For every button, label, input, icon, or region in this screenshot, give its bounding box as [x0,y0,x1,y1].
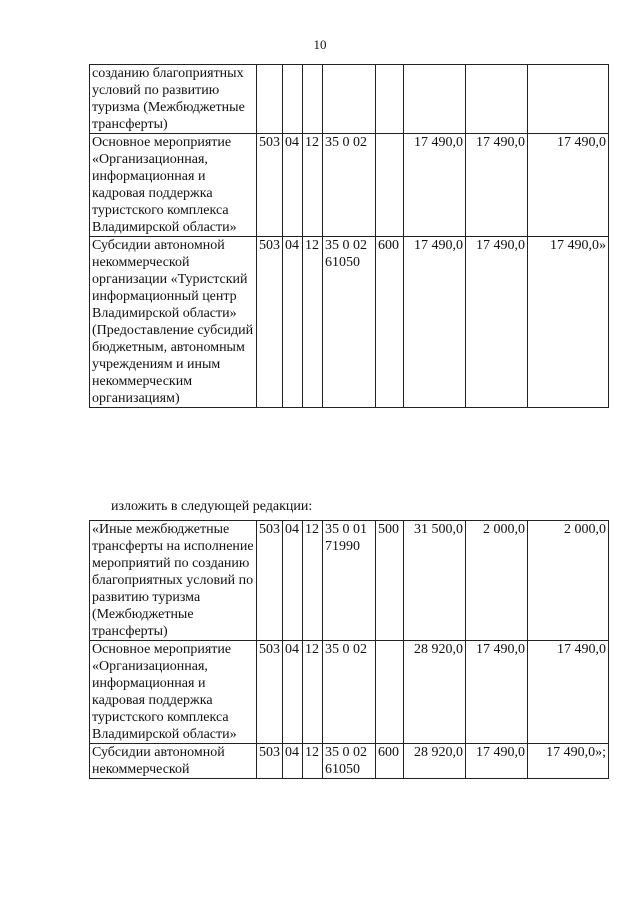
table-row [90,134,609,237]
cell-section-code: 04 [283,744,303,779]
cell-section-code: 04 [283,237,303,408]
cell-expense-type: 500 [376,521,404,641]
cell-target-item [323,65,376,134]
amendment-instruction: изложить в следующей редакции: [111,499,313,514]
cell-amount-3: 17 490,0» [528,237,609,408]
cell-target-item: 35 0 02 [323,134,376,237]
cell-subsection-code: 12 [303,237,323,408]
cell-subsection-code: 12 [303,641,323,744]
cell-amount-3: 17 490,0 [528,641,609,744]
cell-target-item: 35 0 01 71990 [323,521,376,641]
row-name: созданию благоприятных условий по развитию туризма (Межбюджетные трансферты) [90,65,257,134]
cell-amount-2 [466,65,528,134]
cell-target-item: 35 0 02 61050 [323,237,376,408]
cell-amount-2: 17 490,0 [466,134,528,237]
cell-amount-1 [404,65,466,134]
cell-target-item: 35 0 02 61050 [323,744,376,779]
cell-amount-2: 17 490,0 [466,641,528,744]
cell-ministry-code: 503 [257,521,283,641]
table-row [90,237,609,408]
cell-ministry-code [257,65,283,134]
cell-amount-1: 17 490,0 [404,237,466,408]
cell-subsection-code [303,65,323,134]
row-name: Субсидии автономной некоммерческой организации «Туристский информационный центр Владимирской области» (Предоставление субсидий бюджетным, автономным учреждениям и иным некоммерческим организациям) [90,237,257,408]
budget-table-old [89,64,609,408]
cell-amount-3: 17 490,0 [528,134,609,237]
cell-section-code: 04 [283,641,303,744]
cell-amount-2: 17 490,0 [466,237,528,408]
cell-amount-3: 17 490,0»; [528,744,609,779]
cell-subsection-code: 12 [303,134,323,237]
cell-amount-2: 2 000,0 [466,521,528,641]
table-row [90,521,609,641]
cell-ministry-code: 503 [257,744,283,779]
row-name: Основное мероприятие «Организационная, информационная и кадровая поддержка туристского комплекса Владимирской области» [90,134,257,237]
row-name: Основное мероприятие «Организационная, информационная и кадровая поддержка туристского комплекса Владимирской области» [90,641,257,744]
cell-expense-type: 600 [376,744,404,779]
cell-amount-3 [528,65,609,134]
cell-amount-1: 28 920,0 [404,744,466,779]
cell-ministry-code: 503 [257,237,283,408]
cell-expense-type: 600 [376,237,404,408]
cell-target-item: 35 0 02 [323,641,376,744]
cell-section-code [283,65,303,134]
row-name: «Иные межбюджетные трансферты на исполнение мероприятий по созданию благоприятных условий по развитию туризма (Межбюджетные трансферты) [90,521,257,641]
row-name: Субсидии автономной некоммерческой [90,744,257,779]
cell-section-code: 04 [283,134,303,237]
budget-table-new [89,520,609,779]
cell-amount-1: 28 920,0 [404,641,466,744]
table-row [90,641,609,744]
cell-expense-type [376,65,404,134]
cell-expense-type [376,134,404,237]
table-row [90,744,609,779]
cell-amount-2: 17 490,0 [466,744,528,779]
table-row [90,65,609,134]
cell-amount-3: 2 000,0 [528,521,609,641]
cell-subsection-code: 12 [303,521,323,641]
cell-expense-type [376,641,404,744]
page-number: 10 [313,37,327,52]
cell-ministry-code: 503 [257,134,283,237]
cell-amount-1: 31 500,0 [404,521,466,641]
cell-subsection-code: 12 [303,744,323,779]
cell-amount-1: 17 490,0 [404,134,466,237]
cell-ministry-code: 503 [257,641,283,744]
cell-section-code: 04 [283,521,303,641]
